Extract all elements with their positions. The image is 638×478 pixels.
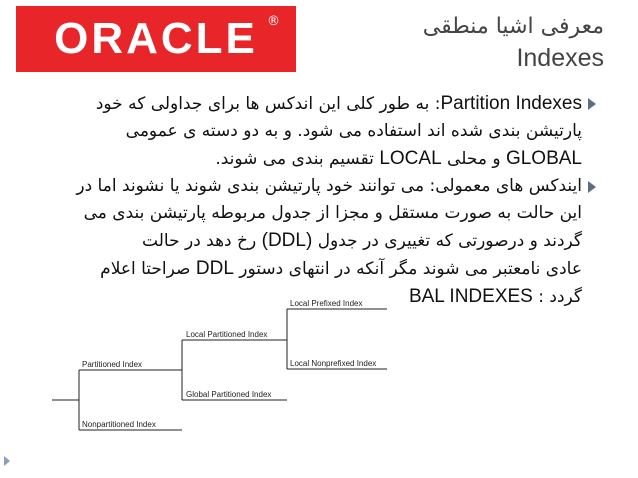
term: BAL INDEXES bbox=[408, 286, 533, 307]
text: رخ دهد در حالت bbox=[142, 231, 262, 251]
text: صراحتا اعلام bbox=[100, 259, 196, 279]
term: (DDL) bbox=[261, 230, 313, 251]
global-partitioned-index-label: Global Partitioned Index bbox=[186, 390, 272, 399]
slide-corner-icon bbox=[4, 456, 10, 466]
text: : به طور کلی این اندکس ها برای جداولی که خود bbox=[95, 94, 441, 114]
term: LOCAL bbox=[379, 148, 442, 169]
term: DDL bbox=[195, 258, 234, 279]
text: گردد : bbox=[532, 287, 582, 307]
term: Partition Indexes bbox=[440, 93, 582, 114]
text: این حالت به صورت مستقل و مجزا از جدول مربوطه پارتیشن بندی می bbox=[83, 203, 582, 223]
page-title-persian: معرفی اشیا منطقی bbox=[422, 14, 604, 39]
text: ایندکس های معمولی: می توانند خود پارتیشن بندی شوند یا نشوند اما در bbox=[76, 176, 582, 196]
text: پارتیشن بندی شده اند استفاده می شود. و به دو دسته ی عمومی bbox=[125, 121, 582, 141]
partitioned-index-label: Partitioned Index bbox=[82, 360, 143, 369]
registered-mark: ® bbox=[267, 14, 280, 29]
text: و محلی bbox=[441, 149, 506, 169]
text: تقسیم بندی می شوند. bbox=[215, 149, 380, 169]
nonpartitioned-index-label: Nonpartitioned Index bbox=[82, 420, 156, 429]
local-nonprefixed-index-label: Local Nonprefixed Index bbox=[290, 359, 377, 368]
local-prefixed-index-label: Local Prefixed Index bbox=[290, 299, 363, 308]
text: عادی نامعتبر می شوند مگر آنکه در انتهای دستور bbox=[233, 259, 582, 279]
text: گردند و درصورتی که تغییری در جدول bbox=[312, 231, 582, 251]
local-partitioned-index-label: Local Partitioned Index bbox=[186, 330, 268, 339]
logo-text: ORACLE bbox=[54, 14, 258, 63]
term: GLOBAL bbox=[505, 148, 582, 169]
page-title-english: Indexes bbox=[516, 44, 604, 72]
